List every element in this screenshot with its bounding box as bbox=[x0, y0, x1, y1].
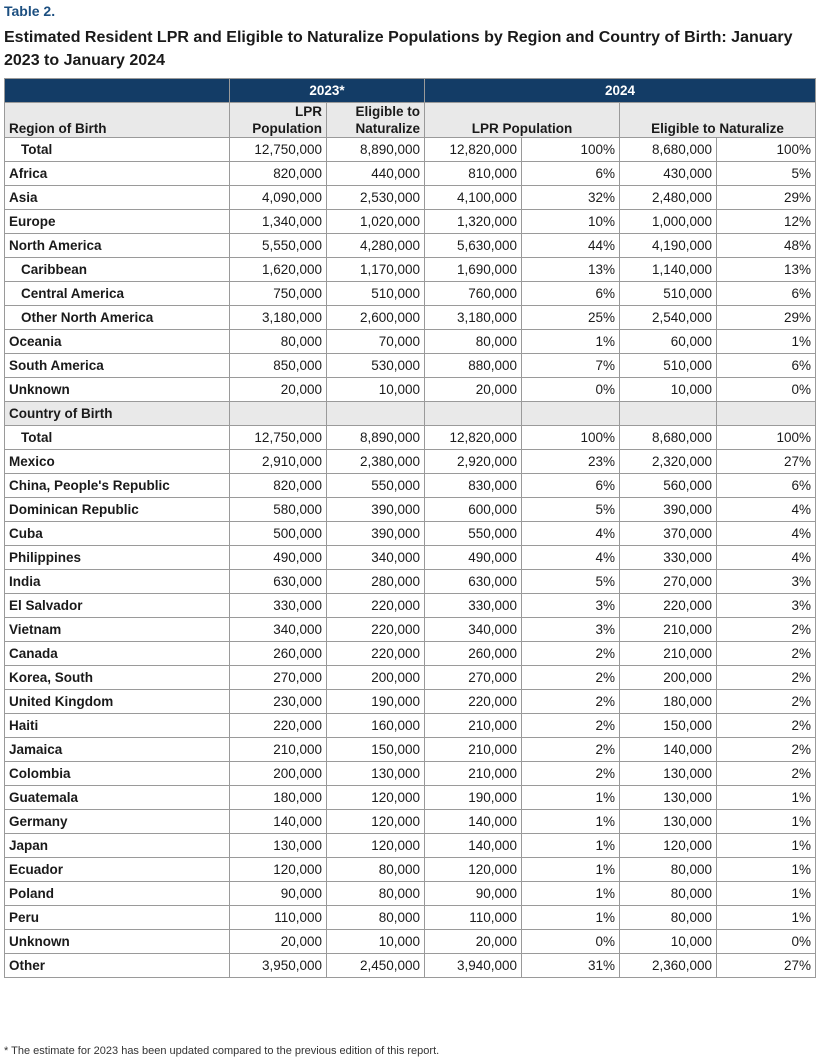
cell-elig2024: 2,360,000 bbox=[620, 954, 717, 978]
header-blank bbox=[5, 79, 230, 103]
row-label: South America bbox=[5, 354, 230, 378]
cell-elig2023: 440,000 bbox=[327, 162, 425, 186]
row-label: United Kingdom bbox=[5, 690, 230, 714]
cell-lprpct: 1% bbox=[522, 810, 620, 834]
cell-elig2024: 210,000 bbox=[620, 618, 717, 642]
cell-lpr2023: 330,000 bbox=[230, 594, 327, 618]
cell-lprpct: 1% bbox=[522, 858, 620, 882]
cell-eligpct: 29% bbox=[717, 306, 816, 330]
cell-lpr2023: 630,000 bbox=[230, 570, 327, 594]
cell-elig2024: 1,140,000 bbox=[620, 258, 717, 282]
cell-elig2024: 150,000 bbox=[620, 714, 717, 738]
cell-lpr2023: 820,000 bbox=[230, 162, 327, 186]
table-row bbox=[5, 546, 816, 570]
cell-elig2023: 130,000 bbox=[327, 762, 425, 786]
cell-elig2023: 120,000 bbox=[327, 834, 425, 858]
table-row bbox=[5, 954, 816, 978]
cell-elig2024: 510,000 bbox=[620, 354, 717, 378]
cell-lpr2024: 90,000 bbox=[425, 882, 522, 906]
cell-elig2024: 180,000 bbox=[620, 690, 717, 714]
cell-lpr2023: 1,620,000 bbox=[230, 258, 327, 282]
cell-lprpct: 10% bbox=[522, 210, 620, 234]
cell-eligpct: 2% bbox=[717, 618, 816, 642]
section-label-country-of-birth: Country of Birth bbox=[5, 402, 230, 426]
cell-eligpct: 1% bbox=[717, 834, 816, 858]
cell-lprpct: 4% bbox=[522, 546, 620, 570]
cell-elig2024: 10,000 bbox=[620, 378, 717, 402]
cell-lpr2024: 210,000 bbox=[425, 762, 522, 786]
cell-elig2024: 220,000 bbox=[620, 594, 717, 618]
cell-elig2023: 340,000 bbox=[327, 546, 425, 570]
cell-elig2023: 70,000 bbox=[327, 330, 425, 354]
cell-lpr2023: 580,000 bbox=[230, 498, 327, 522]
cell-elig2023: 8,890,000 bbox=[327, 138, 425, 162]
cell-eligpct: 6% bbox=[717, 282, 816, 306]
cell-lpr2023: 500,000 bbox=[230, 522, 327, 546]
cell-lprpct: 5% bbox=[522, 570, 620, 594]
cell-lpr2024: 210,000 bbox=[425, 714, 522, 738]
cell-elig2024: 130,000 bbox=[620, 762, 717, 786]
cell-lpr2023: 2,910,000 bbox=[230, 450, 327, 474]
table-row bbox=[5, 714, 816, 738]
row-label: Germany bbox=[5, 810, 230, 834]
cell-lpr2023: 340,000 bbox=[230, 618, 327, 642]
row-label: Guatemala bbox=[5, 786, 230, 810]
cell-lpr2024: 140,000 bbox=[425, 810, 522, 834]
cell-elig2024: 510,000 bbox=[620, 282, 717, 306]
row-label: Other bbox=[5, 954, 230, 978]
row-label: Korea, South bbox=[5, 666, 230, 690]
cell-elig2023: 10,000 bbox=[327, 930, 425, 954]
cell-lpr2023: 490,000 bbox=[230, 546, 327, 570]
cell-elig2023: 1,170,000 bbox=[327, 258, 425, 282]
header-eligible-2024: Eligible to Naturalize bbox=[620, 103, 816, 138]
cell-elig2024: 270,000 bbox=[620, 570, 717, 594]
cell-lpr2024: 3,180,000 bbox=[425, 306, 522, 330]
cell-lprpct: 4% bbox=[522, 522, 620, 546]
cell-lprpct: 2% bbox=[522, 762, 620, 786]
cell-eligpct: 2% bbox=[717, 690, 816, 714]
cell-lpr2023: 120,000 bbox=[230, 858, 327, 882]
cell-elig2023: 390,000 bbox=[327, 522, 425, 546]
cell-eligpct: 29% bbox=[717, 186, 816, 210]
cell-elig2023: 280,000 bbox=[327, 570, 425, 594]
cell-lpr2024: 630,000 bbox=[425, 570, 522, 594]
cell-lpr2024: 220,000 bbox=[425, 690, 522, 714]
cell-elig2023: 80,000 bbox=[327, 858, 425, 882]
table-row bbox=[5, 426, 816, 450]
cell-lpr2023: 90,000 bbox=[230, 882, 327, 906]
cell-lpr2023: 1,340,000 bbox=[230, 210, 327, 234]
cell-lprpct: 100% bbox=[522, 138, 620, 162]
cell-eligpct: 27% bbox=[717, 450, 816, 474]
cell-lpr2024: 12,820,000 bbox=[425, 426, 522, 450]
row-label: Total bbox=[5, 138, 230, 162]
cell-lpr2024: 5,630,000 bbox=[425, 234, 522, 258]
cell-lprpct: 0% bbox=[522, 930, 620, 954]
cell-lprpct: 2% bbox=[522, 690, 620, 714]
cell-elig2024: 2,480,000 bbox=[620, 186, 717, 210]
cell-lprpct: 1% bbox=[522, 906, 620, 930]
table-row bbox=[5, 522, 816, 546]
header-lpr-2023: LPR Population bbox=[230, 103, 327, 138]
cell-elig2023: 120,000 bbox=[327, 810, 425, 834]
table-row bbox=[5, 906, 816, 930]
cell-lprpct: 100% bbox=[522, 426, 620, 450]
cell-lprpct: 44% bbox=[522, 234, 620, 258]
cell-elig2024: 10,000 bbox=[620, 930, 717, 954]
row-label: Jamaica bbox=[5, 738, 230, 762]
cell-elig2023: 390,000 bbox=[327, 498, 425, 522]
cell-eligpct: 48% bbox=[717, 234, 816, 258]
cell-lpr2024: 2,920,000 bbox=[425, 450, 522, 474]
cell-lprpct: 1% bbox=[522, 330, 620, 354]
cell-lpr2024: 12,820,000 bbox=[425, 138, 522, 162]
row-label: Central America bbox=[5, 282, 230, 306]
row-label: Caribbean bbox=[5, 258, 230, 282]
cell-lprpct: 23% bbox=[522, 450, 620, 474]
cell-lpr2023: 3,950,000 bbox=[230, 954, 327, 978]
row-label: Total bbox=[5, 426, 230, 450]
cell-eligpct: 3% bbox=[717, 594, 816, 618]
table-row bbox=[5, 378, 816, 402]
cell-elig2023: 550,000 bbox=[327, 474, 425, 498]
row-label: Peru bbox=[5, 906, 230, 930]
cell-eligpct: 6% bbox=[717, 474, 816, 498]
cell-elig2024: 390,000 bbox=[620, 498, 717, 522]
cell-eligpct: 0% bbox=[717, 930, 816, 954]
table-title: Estimated Resident LPR and Eligible to Naturalize Populations by Region and Country of Birth: January 2023 to January 2024 bbox=[4, 29, 793, 69]
cell-lpr2023: 820,000 bbox=[230, 474, 327, 498]
cell-elig2024: 4,190,000 bbox=[620, 234, 717, 258]
cell-lpr2023: 12,750,000 bbox=[230, 138, 327, 162]
table-row bbox=[5, 882, 816, 906]
cell-lpr2023: 750,000 bbox=[230, 282, 327, 306]
cell-elig2024: 2,320,000 bbox=[620, 450, 717, 474]
row-label: Unknown bbox=[5, 378, 230, 402]
cell-elig2023: 190,000 bbox=[327, 690, 425, 714]
row-label: Ecuador bbox=[5, 858, 230, 882]
cell-elig2024: 1,000,000 bbox=[620, 210, 717, 234]
cell-lpr2024: 1,690,000 bbox=[425, 258, 522, 282]
cell-lprpct: 2% bbox=[522, 738, 620, 762]
cell-lpr2023: 140,000 bbox=[230, 810, 327, 834]
header-eligible-2023: Eligible to Naturalize bbox=[327, 103, 425, 138]
row-label: Japan bbox=[5, 834, 230, 858]
cell-lprpct: 3% bbox=[522, 618, 620, 642]
cell-elig2024: 8,680,000 bbox=[620, 138, 717, 162]
table-row bbox=[5, 162, 816, 186]
cell-lpr2023: 200,000 bbox=[230, 762, 327, 786]
cell-lprpct: 13% bbox=[522, 258, 620, 282]
cell-lpr2024: 3,940,000 bbox=[425, 954, 522, 978]
table-row bbox=[5, 138, 816, 162]
table-row bbox=[5, 282, 816, 306]
cell-elig2024: 130,000 bbox=[620, 786, 717, 810]
table-row bbox=[5, 186, 816, 210]
table-row bbox=[5, 642, 816, 666]
cell-elig2023: 510,000 bbox=[327, 282, 425, 306]
cell-eligpct: 4% bbox=[717, 498, 816, 522]
cell-lpr2023: 130,000 bbox=[230, 834, 327, 858]
row-label: Poland bbox=[5, 882, 230, 906]
table-row bbox=[5, 786, 816, 810]
cell-lprpct: 2% bbox=[522, 642, 620, 666]
cell-eligpct: 2% bbox=[717, 714, 816, 738]
cell-eligpct: 1% bbox=[717, 786, 816, 810]
cell-eligpct: 100% bbox=[717, 426, 816, 450]
cell-elig2023: 80,000 bbox=[327, 882, 425, 906]
table-row bbox=[5, 498, 816, 522]
cell-lpr2023: 20,000 bbox=[230, 378, 327, 402]
header-row-columns bbox=[5, 103, 816, 138]
cell-lprpct: 1% bbox=[522, 834, 620, 858]
cell-eligpct: 0% bbox=[717, 378, 816, 402]
cell-elig2024: 120,000 bbox=[620, 834, 717, 858]
region-rows bbox=[5, 138, 816, 402]
cell-eligpct: 1% bbox=[717, 882, 816, 906]
cell-lpr2023: 180,000 bbox=[230, 786, 327, 810]
cell-lpr2024: 550,000 bbox=[425, 522, 522, 546]
row-label: Oceania bbox=[5, 330, 230, 354]
row-label: Mexico bbox=[5, 450, 230, 474]
cell-elig2023: 4,280,000 bbox=[327, 234, 425, 258]
cell-lpr2024: 110,000 bbox=[425, 906, 522, 930]
cell-eligpct: 2% bbox=[717, 666, 816, 690]
cell-lpr2024: 20,000 bbox=[425, 930, 522, 954]
row-label: Philippines bbox=[5, 546, 230, 570]
cell-lprpct: 1% bbox=[522, 786, 620, 810]
header-year-2023: 2023* bbox=[230, 79, 425, 103]
cell-lprpct: 3% bbox=[522, 594, 620, 618]
cell-lpr2023: 4,090,000 bbox=[230, 186, 327, 210]
cell-eligpct: 2% bbox=[717, 642, 816, 666]
cell-elig2023: 2,530,000 bbox=[327, 186, 425, 210]
cell-eligpct: 100% bbox=[717, 138, 816, 162]
table-row bbox=[5, 354, 816, 378]
cell-eligpct: 1% bbox=[717, 906, 816, 930]
cell-lpr2024: 140,000 bbox=[425, 834, 522, 858]
data-table bbox=[4, 78, 816, 978]
table-row bbox=[5, 570, 816, 594]
cell-eligpct: 12% bbox=[717, 210, 816, 234]
row-label: Vietnam bbox=[5, 618, 230, 642]
cell-eligpct: 1% bbox=[717, 330, 816, 354]
cell-lpr2023: 20,000 bbox=[230, 930, 327, 954]
cell-lpr2024: 760,000 bbox=[425, 282, 522, 306]
cell-lpr2024: 600,000 bbox=[425, 498, 522, 522]
table-row bbox=[5, 762, 816, 786]
cell-eligpct: 1% bbox=[717, 858, 816, 882]
table-row bbox=[5, 858, 816, 882]
cell-elig2023: 220,000 bbox=[327, 594, 425, 618]
row-label: Colombia bbox=[5, 762, 230, 786]
cell-elig2023: 150,000 bbox=[327, 738, 425, 762]
table-row bbox=[5, 234, 816, 258]
cell-lpr2023: 80,000 bbox=[230, 330, 327, 354]
cell-lprpct: 7% bbox=[522, 354, 620, 378]
cell-lpr2024: 340,000 bbox=[425, 618, 522, 642]
cell-lpr2023: 270,000 bbox=[230, 666, 327, 690]
row-label: Unknown bbox=[5, 930, 230, 954]
cell-lpr2023: 220,000 bbox=[230, 714, 327, 738]
table-row bbox=[5, 666, 816, 690]
cell-elig2024: 140,000 bbox=[620, 738, 717, 762]
cell-elig2024: 80,000 bbox=[620, 858, 717, 882]
cell-eligpct: 4% bbox=[717, 522, 816, 546]
cell-lpr2024: 830,000 bbox=[425, 474, 522, 498]
cell-elig2023: 220,000 bbox=[327, 642, 425, 666]
row-label: Europe bbox=[5, 210, 230, 234]
table-row bbox=[5, 474, 816, 498]
header-region-of-birth: Region of Birth bbox=[5, 103, 230, 138]
cell-elig2023: 80,000 bbox=[327, 906, 425, 930]
cell-elig2024: 8,680,000 bbox=[620, 426, 717, 450]
row-label: El Salvador bbox=[5, 594, 230, 618]
table-row bbox=[5, 258, 816, 282]
table-row bbox=[5, 810, 816, 834]
cell-elig2024: 330,000 bbox=[620, 546, 717, 570]
cell-elig2024: 200,000 bbox=[620, 666, 717, 690]
table-row bbox=[5, 738, 816, 762]
cell-lpr2024: 810,000 bbox=[425, 162, 522, 186]
cell-lpr2024: 20,000 bbox=[425, 378, 522, 402]
row-label: Dominican Republic bbox=[5, 498, 230, 522]
cell-lpr2024: 190,000 bbox=[425, 786, 522, 810]
row-label: Other North America bbox=[5, 306, 230, 330]
cell-elig2023: 530,000 bbox=[327, 354, 425, 378]
row-label: Haiti bbox=[5, 714, 230, 738]
country-rows bbox=[5, 426, 816, 978]
cell-lpr2023: 850,000 bbox=[230, 354, 327, 378]
cell-elig2024: 80,000 bbox=[620, 882, 717, 906]
cell-elig2023: 1,020,000 bbox=[327, 210, 425, 234]
cell-eligpct: 3% bbox=[717, 570, 816, 594]
cell-lpr2023: 110,000 bbox=[230, 906, 327, 930]
cell-elig2024: 130,000 bbox=[620, 810, 717, 834]
cell-elig2024: 370,000 bbox=[620, 522, 717, 546]
table-row bbox=[5, 210, 816, 234]
cell-eligpct: 6% bbox=[717, 354, 816, 378]
cell-lprpct: 25% bbox=[522, 306, 620, 330]
cell-elig2024: 60,000 bbox=[620, 330, 717, 354]
cell-lpr2023: 3,180,000 bbox=[230, 306, 327, 330]
cell-eligpct: 1% bbox=[717, 810, 816, 834]
cell-lpr2024: 880,000 bbox=[425, 354, 522, 378]
cell-lprpct: 0% bbox=[522, 378, 620, 402]
cell-lpr2024: 270,000 bbox=[425, 666, 522, 690]
cell-elig2023: 10,000 bbox=[327, 378, 425, 402]
cell-eligpct: 4% bbox=[717, 546, 816, 570]
table-row bbox=[5, 690, 816, 714]
footnote: * The estimate for 2023 has been updated compared to the previous edition of this report. bbox=[4, 1045, 440, 1057]
cell-lprpct: 6% bbox=[522, 162, 620, 186]
cell-lpr2023: 12,750,000 bbox=[230, 426, 327, 450]
cell-elig2024: 210,000 bbox=[620, 642, 717, 666]
cell-elig2023: 200,000 bbox=[327, 666, 425, 690]
cell-lpr2024: 210,000 bbox=[425, 738, 522, 762]
cell-lprpct: 32% bbox=[522, 186, 620, 210]
cell-lprpct: 31% bbox=[522, 954, 620, 978]
cell-lpr2023: 230,000 bbox=[230, 690, 327, 714]
cell-lprpct: 1% bbox=[522, 882, 620, 906]
cell-lpr2024: 4,100,000 bbox=[425, 186, 522, 210]
row-label: Canada bbox=[5, 642, 230, 666]
section-header-country bbox=[5, 402, 816, 426]
cell-lpr2024: 80,000 bbox=[425, 330, 522, 354]
cell-lprpct: 2% bbox=[522, 714, 620, 738]
cell-eligpct: 5% bbox=[717, 162, 816, 186]
cell-lpr2024: 260,000 bbox=[425, 642, 522, 666]
row-label: Cuba bbox=[5, 522, 230, 546]
cell-lpr2024: 490,000 bbox=[425, 546, 522, 570]
cell-lprpct: 2% bbox=[522, 666, 620, 690]
header-lpr-2024: LPR Population bbox=[425, 103, 620, 138]
header-year-2024: 2024 bbox=[425, 79, 816, 103]
cell-elig2023: 2,600,000 bbox=[327, 306, 425, 330]
table-row bbox=[5, 834, 816, 858]
cell-elig2023: 2,380,000 bbox=[327, 450, 425, 474]
table-row bbox=[5, 450, 816, 474]
cell-lpr2024: 330,000 bbox=[425, 594, 522, 618]
table-row bbox=[5, 306, 816, 330]
cell-lpr2024: 1,320,000 bbox=[425, 210, 522, 234]
cell-lpr2024: 120,000 bbox=[425, 858, 522, 882]
row-label: China, People's Republic bbox=[5, 474, 230, 498]
cell-lprpct: 6% bbox=[522, 474, 620, 498]
table-row bbox=[5, 594, 816, 618]
cell-elig2023: 8,890,000 bbox=[327, 426, 425, 450]
cell-lpr2023: 210,000 bbox=[230, 738, 327, 762]
cell-elig2023: 120,000 bbox=[327, 786, 425, 810]
cell-lprpct: 6% bbox=[522, 282, 620, 306]
row-label: Africa bbox=[5, 162, 230, 186]
cell-eligpct: 2% bbox=[717, 738, 816, 762]
cell-lpr2023: 260,000 bbox=[230, 642, 327, 666]
header-row-years bbox=[5, 79, 816, 103]
country-section bbox=[5, 402, 816, 426]
table-row bbox=[5, 618, 816, 642]
row-label: North America bbox=[5, 234, 230, 258]
cell-elig2023: 2,450,000 bbox=[327, 954, 425, 978]
cell-eligpct: 27% bbox=[717, 954, 816, 978]
cell-eligpct: 13% bbox=[717, 258, 816, 282]
row-label: India bbox=[5, 570, 230, 594]
table-row bbox=[5, 330, 816, 354]
cell-elig2024: 560,000 bbox=[620, 474, 717, 498]
cell-elig2024: 80,000 bbox=[620, 906, 717, 930]
cell-lprpct: 5% bbox=[522, 498, 620, 522]
row-label: Asia bbox=[5, 186, 230, 210]
cell-eligpct: 2% bbox=[717, 762, 816, 786]
cell-elig2023: 220,000 bbox=[327, 618, 425, 642]
table-label: Table 2. bbox=[4, 3, 56, 19]
table-row bbox=[5, 930, 816, 954]
cell-lpr2023: 5,550,000 bbox=[230, 234, 327, 258]
cell-elig2024: 430,000 bbox=[620, 162, 717, 186]
cell-elig2023: 160,000 bbox=[327, 714, 425, 738]
cell-elig2024: 2,540,000 bbox=[620, 306, 717, 330]
